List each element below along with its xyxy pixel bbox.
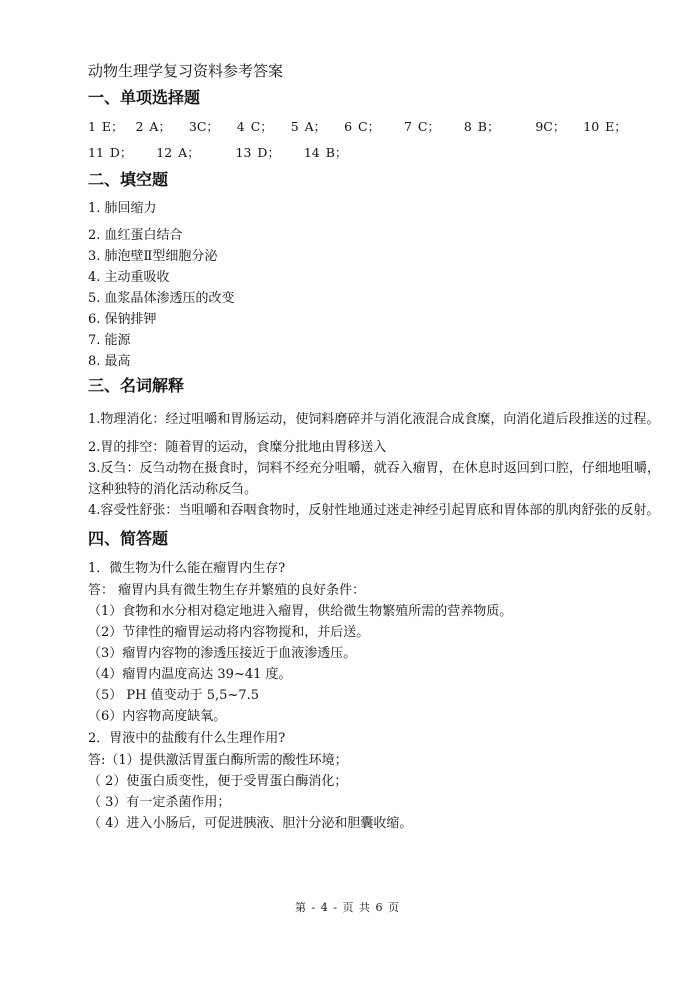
list-item: 1.物理消化：经过咀嚼和胃肠运动，使饲料磨碎并与消化液混合成食糜，向消化道后段推送的过程。: [88, 412, 660, 427]
section-heading-fill-in: 二、填空题: [88, 170, 169, 189]
list-item: 2. 血红蛋白结合: [88, 228, 183, 243]
list-item: 2.胃的排空：随着胃的运动，食糜分批地由胃移送入: [88, 440, 387, 455]
list-item: 1. 肺回缩力: [88, 201, 157, 216]
answer-line: （ 4）进入小肠后，可促进胰液、胆汁分泌和胆囊收缩。: [88, 816, 413, 831]
answer-line: 答:（1）提供激活胃蛋白酶所需的酸性环境；: [88, 753, 348, 768]
page-footer: 第 - 4 - 页 共 6 页: [295, 901, 400, 914]
question-1-title: 1．微生物为什么能在瘤胃内生存?: [88, 561, 286, 576]
answer-line: （4）瘤胃内温度高达 39~41 度。: [88, 667, 292, 682]
list-item: 8. 最高: [88, 354, 131, 369]
list-item: 4.容受性舒张：当咀嚼和吞咽食物时，反射性地通过迷走神经引起胃底和胃体部的肌肉舒张的反射。: [88, 503, 660, 518]
question-2-title: 2．胃液中的盐酸有什么生理作用?: [88, 731, 286, 746]
fill-in-list: [88, 198, 660, 372]
answer-line: （3）瘤胃内容物的渗透压接近于血液渗透压。: [88, 646, 357, 661]
list-item: 7. 能源: [88, 333, 131, 348]
section-heading-short-answer: 四、简答题: [88, 529, 169, 548]
answer-line: （ 2）使蛋白质变性，便于受胃蛋白酶消化；: [88, 774, 348, 789]
definition-list: [88, 404, 660, 521]
answer-line: （5） PH 值变动于 5,5~7.5: [88, 688, 259, 703]
answer-line: （ 3）有一定杀菌作用；: [88, 795, 231, 810]
answer-row-1: 1 E； 2 A； 3C； 4 C； 5 A； 6 C； 7 C； 8 B； 9C； 10 E；: [88, 119, 627, 134]
document-title: 动物生理学复习资料参考答案: [88, 62, 284, 80]
list-item: 6. 保钠排钾: [88, 312, 157, 327]
answer-line: （1）食物和水分相对稳定地进入瘤胃，供给微生物繁殖所需的营养物质。: [88, 604, 513, 619]
list-item: 3. 肺泡壁Ⅱ型细胞分泌: [88, 249, 218, 264]
answer-line: （2）节律性的瘤胃运动将内容物搅和，并后送。: [88, 625, 370, 640]
document-page: [88, 60, 660, 834]
answer-row-2: 11 D； 12 A； 13 D； 14 B；: [88, 145, 348, 160]
section-heading-single-choice: 一、单项选择题: [88, 88, 201, 107]
list-item: 5. 血浆晶体渗透压的改变: [88, 291, 235, 306]
section-heading-definitions: 三、名词解释: [88, 376, 185, 395]
list-item: 4. 主动重吸收: [88, 270, 170, 285]
answer-line: 答： 瘤胃内具有微生物生存并繁殖的良好条件：: [88, 583, 366, 598]
answer-line: （6）内容物高度缺氧。: [88, 709, 227, 724]
list-item: 3.反刍：反刍动物在摄食时，饲料不经充分咀嚼，就吞入瘤胃，在休息时返回到口腔，仔细地咀嚼，这种独特的消化活动称反刍。: [88, 461, 660, 497]
